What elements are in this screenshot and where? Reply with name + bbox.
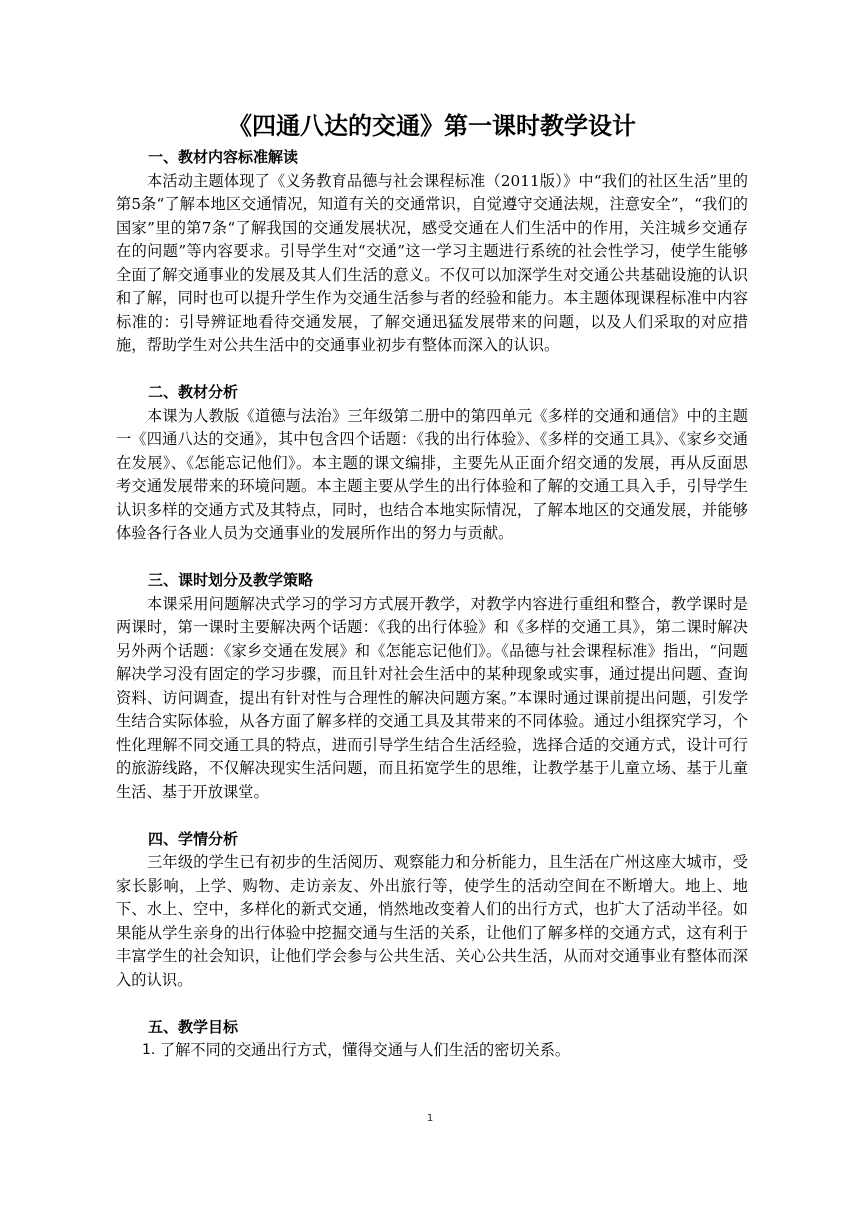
- section-heading-2: 二、教材分析: [148, 383, 239, 401]
- section-gap: [116, 546, 748, 570]
- section-heading-1: 一、教材内容标准解读: [148, 148, 299, 166]
- list-item-text: 了解不同的交通出行方式，懂得交通与人们生活的密切关系。: [160, 1041, 571, 1059]
- list-item: [116, 1039, 748, 1063]
- section-paragraph: 三年级的学生已有初步的生活阅历、观察能力和分析能力，且生活在广州这座大城市，受家长影响，上学、购物、走访亲友、外出旅行等，使学生的活动空间在不断增大。地上、地下、水上、空中，多样化的新式交通，悄然地改变着人们的出行方式，也扩大了活动半径。如果能从学生亲身的出行体验中挖掘交通与生活的关系，让他们了解多样的交通方式，这有利于丰富学生的社会知识，让他们学会参与公共生活、关心公共生活，从而对交通事业有整体而深入的认识。: [116, 853, 748, 989]
- section-paragraph: 本课采用问题解决式学习的学习方式展开教学，对教学内容进行重组和整合，教学课时是两课时，第一课时主要解决两个话题：《我的出行体验》和《多样的交通工具》，第二课时解决另外两个话题：《家乡交通在发展》和《怎能忘记他们》。《品德与社会课程标准》指出，“问题解决学习没有固定的学习步骤，而且针对社会生活中的某种现象或实事，通过提出问题、查询资料、访问调查，提出有针对性与合理性的解决问题方案。”本课时通过课前提出问题，引发学生结合实际体验，从各方面了解多样的交通工具及其带来的不同体验。通过小组探究学习，个性化理解不同交通工具的特点，进而引导学生结合生活经验，选择合适的交通方式，设计可行的旅游线路，不仅解决现实生活问题，而且拓宽学生的思维，让教学基于儿童立场、基于儿童生活、基于开放课堂。: [116, 594, 748, 801]
- section-heading-4: 四、学情分析: [148, 829, 239, 848]
- section-heading-3: 三、课时划分及教学策略: [148, 571, 314, 589]
- section-heading-5: 五、教学目标: [148, 1017, 239, 1036]
- section-paragraph: 本课为人教版《道德与法治》三年级第二册中的第四单元《多样的交通和通信》中的主题一《四通八达的交通》，其中包含四个话题：《我的出行体验》、《多样的交通工具》、《家乡交通在发展》、《怎能忘记他们》。本主题的课文编排，主要先从正面介绍交通的发展，再从反面思考交通发展带来的环境问题。本主题主要从学生的出行体验和了解的交通工具入手，引导学生认识多样的交通方式及其特点，同时，也结合本地实际情况，了解本地区的交通发展，并能够体验各行各业人员为交通事业的发展所作出的努力与贡献。: [116, 406, 748, 542]
- section-gap: [116, 804, 748, 828]
- list-item-number: 1.: [142, 1042, 156, 1058]
- section-gap: [116, 358, 748, 382]
- document-title: 《四通八达的交通》第一课时教学设计: [228, 112, 636, 140]
- section-paragraph: 本活动主题体现了《义务教育品德与社会课程标准（2011版）》中“我们的社区生活”里的第5条“了解本地区交通情况，知道有关的交通常识，自觉遵守交通法规，注意安全”，“我们的国家”里的第7条“了解我国的交通发展状况，感受交通在人们生活中的作用，关注城乡交通存在的问题”等内容要求。引导学生对“交通”这一学习主题进行系统的社会性学习，使学生能够全面了解交通事业的发展及其人们生活的意义。不仅可以加深学生对交通公共基础设施的认识和了解，同时也可以提升学生作为交通生活参与者的经验和能力。本主题体现课程标准中内容标准的：引导辨证地看待交通发展，了解交通迅猛发展带来的问题，以及人们采取的对应措施，帮助学生对公共生活中的交通事业初步有整体而深入的认识。: [116, 171, 748, 354]
- page-number: 1: [426, 1113, 434, 1124]
- section-gap: [116, 992, 748, 1016]
- document-body: [116, 108, 748, 1063]
